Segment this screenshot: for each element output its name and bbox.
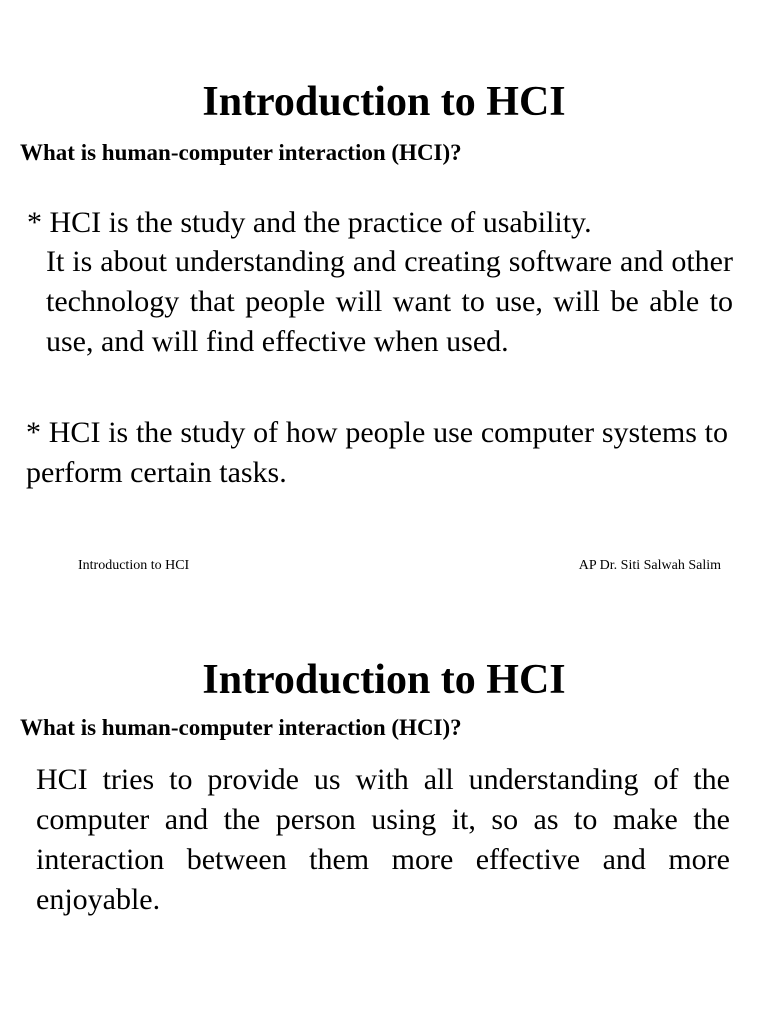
slide-subtitle: What is human-computer interaction (HCI)? — [20, 140, 462, 165]
footer-title: Introduction to HCI — [78, 558, 190, 573]
slide-title: Introduction to HCI — [202, 79, 566, 125]
slide-2 — [0, 600, 768, 1024]
bullet-2: * HCI is the study of how people use computer systems to perform certain tasks. — [26, 416, 728, 489]
slide-body: HCI tries to provide us with all understanding of the computer and the person using it, so as to make the interaction between them more effective and more enjoyable. — [36, 763, 730, 916]
bullet-1-body: It is about understanding and creating software and other technology that people will want to use, will be able to use, and will find effective when used. — [46, 245, 733, 358]
bullet-1-heading: * HCI is the study and the practice of usability. — [27, 206, 592, 239]
slide-title: Introduction to HCI — [202, 657, 566, 703]
footer-author: AP Dr. Siti Salwah Salim — [578, 558, 721, 573]
slide-subtitle: What is human-computer interaction (HCI)? — [20, 715, 462, 740]
